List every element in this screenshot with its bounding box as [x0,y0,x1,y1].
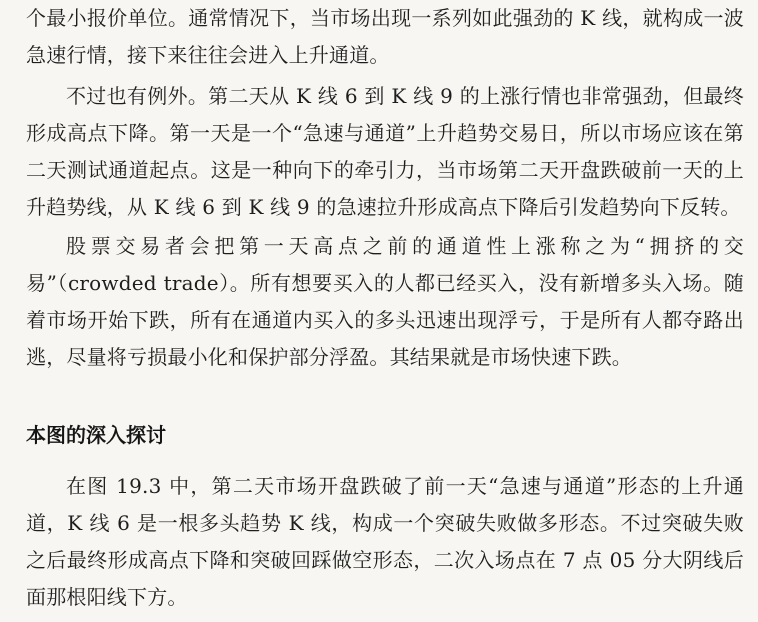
paragraph-crowded-trade: 股票交易者会把第一天高点之前的通道性上涨称之为“拥挤的交易”（crowded trade）。所有想要买入的人都已经买入，没有新增多头入场。随着市场开始下跌，所有在通道内买入的多头迅速出现浮亏，于是所有人都夺路出逃，尽量将亏损最小化和保护部分浮盈。其结果就是市场快速下跌。 [26,234,744,369]
paragraph-deeper-discussion: 在图 19.3 中，第二天市场开盘跌破了前一天“急速与通道”形态的上升通道，K 线 6 是一根多头趋势 K 线，构成一个突破失败做多形态。不过突破失败之后最终形成高点下降和突破回踩做空形态，二次入场点在 7 点 05 分大阴线后面那根阳线下方。 [26,474,744,609]
paragraph-intro-continuation: 个最小报价单位。通常情况下，当市场出现一系列如此强劲的 K 线，就构成一波急速行情，接下来往往会进入上升通道。 [26,6,744,67]
paragraph-exception: 不过也有例外。第二天从 K 线 6 到 K 线 9 的上涨行情也非常强劲，但最终形成高点下降。第一天是一个“急速与通道”上升趋势交易日，所以市场应该在第二天测试通道起点。这是一种向下的牵引力，当市场第二天开盘跌破前一天的上升趋势线，从 K 线 6 到 K 线 9 的急速拉升形成高点下降后引发趋势向下反转。 [26,84,744,219]
section-heading: 本图的深入探讨 [26,423,166,447]
